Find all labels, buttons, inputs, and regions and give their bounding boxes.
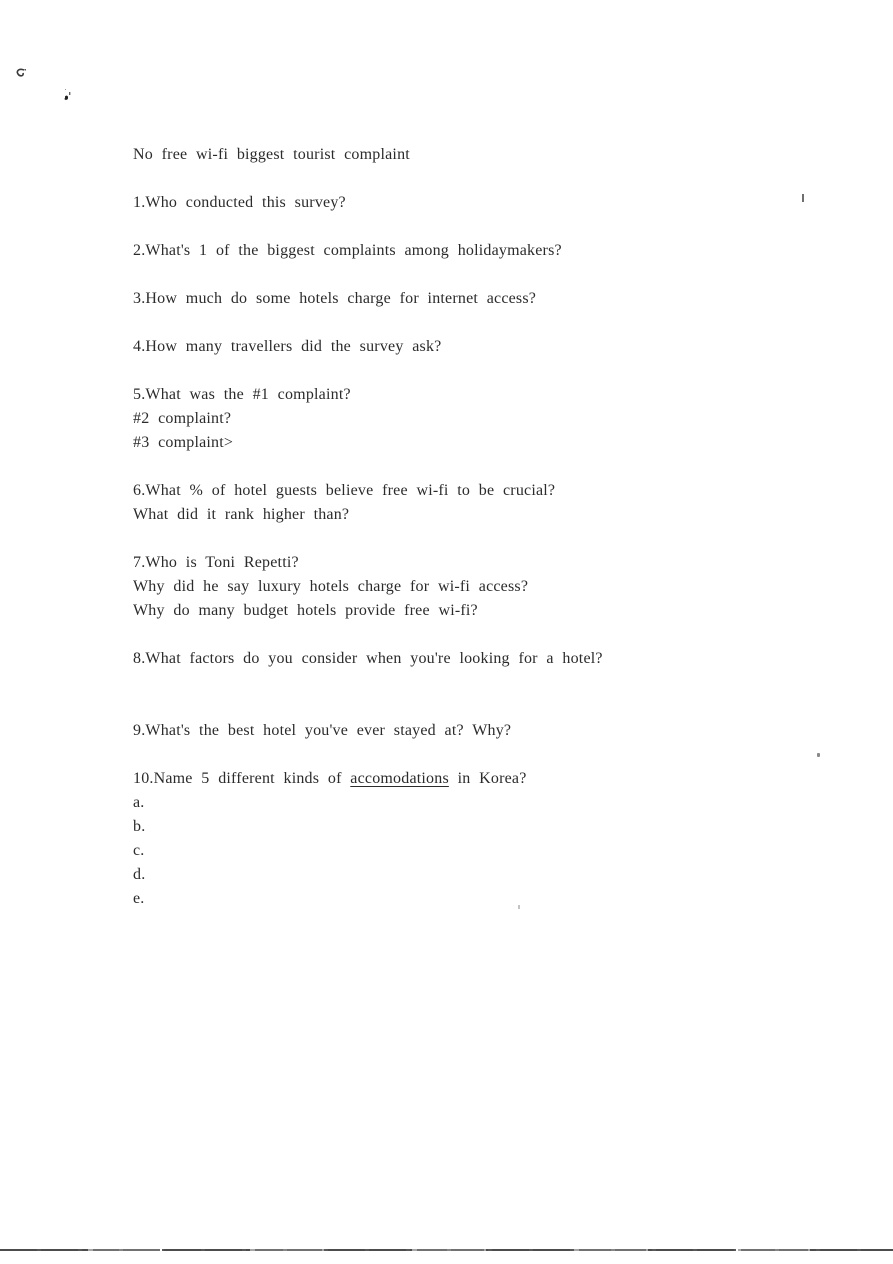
question-2 xyxy=(133,239,773,263)
question-3 xyxy=(133,287,773,311)
question-10-underlined-word: accomodations xyxy=(350,770,449,787)
worksheet-title: No free wi-fi biggest tourist complaint xyxy=(133,146,410,163)
question-7 xyxy=(133,551,773,623)
question-3-text: 3.How much do some hotels charge for internet access? xyxy=(133,290,537,307)
question-8 xyxy=(133,647,773,671)
answer-item-b: b. xyxy=(133,818,146,835)
question-7-line1: 7.Who is Toni Repetti? xyxy=(133,554,299,571)
question-5-line3: #3 complaint> xyxy=(133,434,234,451)
question-10 xyxy=(133,767,773,911)
title-block xyxy=(133,143,773,167)
question-1 xyxy=(133,191,773,215)
scanner-edge-line xyxy=(0,1249,893,1251)
question-4-text: 4.How many travellers did the survey ask? xyxy=(133,338,442,355)
question-2-text: 2.What's 1 of the biggest complaints among holidaymakers? xyxy=(133,242,562,259)
question-8-text: 8.What factors do you consider when you're looking for a hotel? xyxy=(133,650,603,667)
question-6 xyxy=(133,479,773,527)
answer-item-d: d. xyxy=(133,866,146,883)
worksheet-content xyxy=(133,143,773,935)
ink-speck-top-left xyxy=(15,68,27,79)
question-6-line1: 6.What % of hotel guests believe free wi-fi to be crucial? xyxy=(133,482,556,499)
question-10-suffix: in Korea? xyxy=(448,770,527,787)
question-10-text xyxy=(133,767,773,791)
ink-speck-top-left-2 xyxy=(60,88,74,102)
question-1-text: 1.Who conducted this survey? xyxy=(133,194,346,211)
question-4 xyxy=(133,335,773,359)
question-7-line3: Why do many budget hotels provide free wi-fi? xyxy=(133,602,478,619)
question-5 xyxy=(133,383,773,455)
answer-item-a: a. xyxy=(133,794,145,811)
answer-item-c: c. xyxy=(133,842,145,859)
question-6-line2: What did it rank higher than? xyxy=(133,506,350,523)
question-5-line2: #2 complaint? xyxy=(133,410,232,427)
question-10-prefix: 10.Name 5 different kinds of xyxy=(133,770,351,787)
question-7-line2: Why did he say luxury hotels charge for wi-fi access? xyxy=(133,578,529,595)
answer-item-e: e. xyxy=(133,890,145,907)
question-5-line1: 5.What was the #1 complaint? xyxy=(133,386,351,403)
question-9-text: 9.What's the best hotel you've ever stayed at? Why? xyxy=(133,722,512,739)
question-9 xyxy=(133,719,773,743)
scan-tick-right xyxy=(802,194,804,202)
scan-speck-right xyxy=(817,753,820,757)
